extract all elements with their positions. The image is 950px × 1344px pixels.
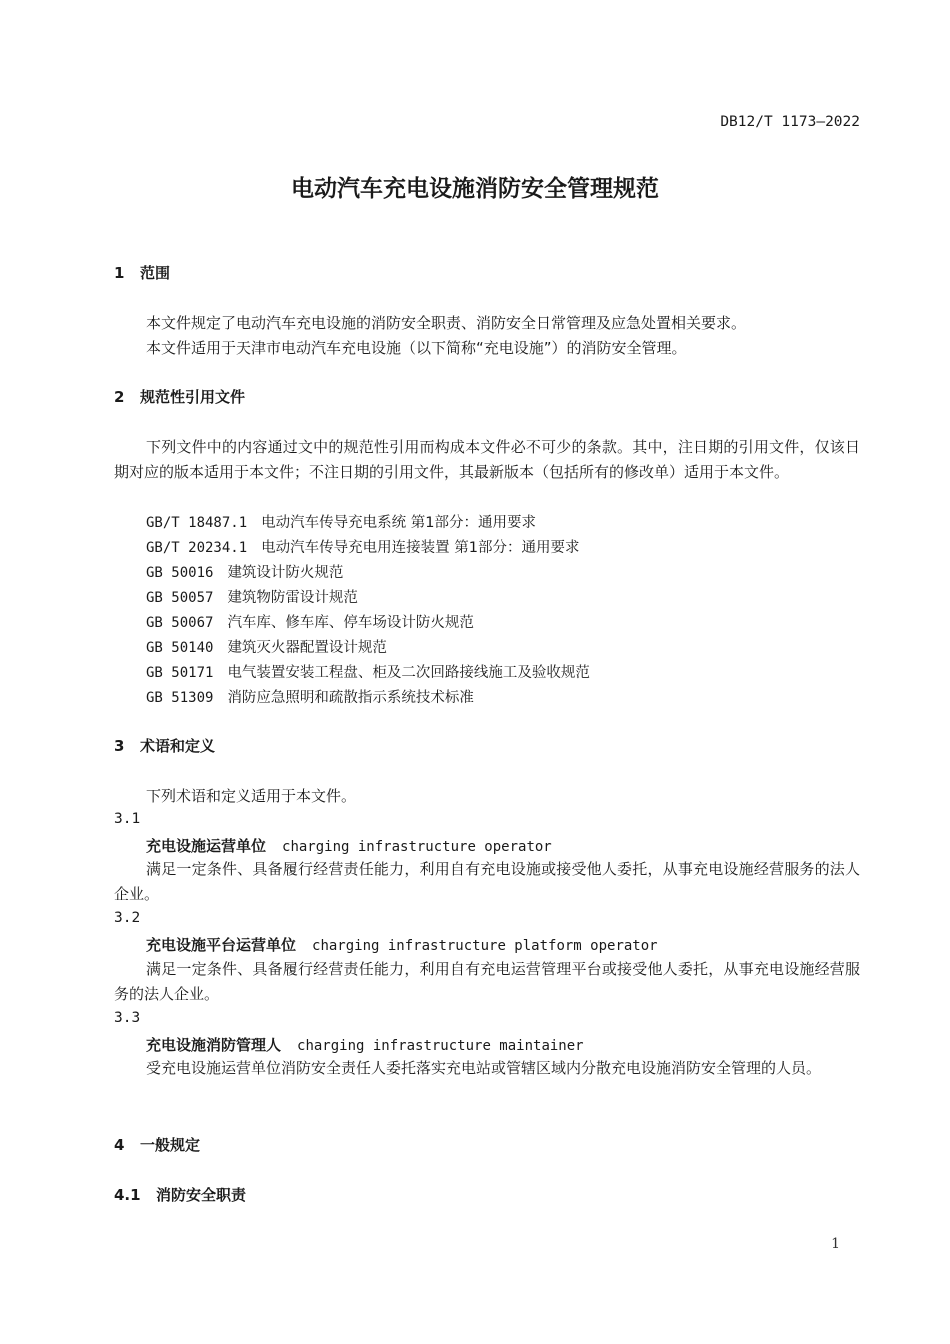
reference-item — [146, 611, 474, 632]
section-title: 术语和定义 — [140, 737, 216, 755]
term-name-en: charging infrastructure operator — [282, 839, 552, 855]
subsection-4-1-heading — [114, 1184, 246, 1205]
page-number: 1 — [831, 1236, 840, 1252]
reference-code: GB/T 18487.1 — [146, 515, 248, 531]
reference-code: GB 51309 — [146, 690, 214, 706]
section-number: 4 — [114, 1136, 125, 1154]
reference-item — [146, 636, 387, 657]
term-name — [146, 934, 658, 955]
term-name-zh: 充电设施消防管理人 — [146, 1036, 282, 1054]
section-3-heading — [114, 735, 215, 756]
section-number: 2 — [114, 388, 125, 406]
reference-item — [146, 511, 536, 532]
reference-title: 汽车库、修车库、停车场设计防火规范 — [227, 615, 474, 631]
term-definition: 满足一定条件、具备履行经营责任能力，利用自有充电设施或接受他人委托，从事充电设施经营服务的法人企业。 — [114, 860, 860, 903]
paragraph: 下列术语和定义适用于本文件。 — [146, 787, 357, 805]
term-number: 3.2 — [114, 910, 141, 926]
reference-code: GB/T 20234.1 — [146, 540, 248, 556]
term-name — [146, 835, 552, 856]
subsection-number: 4.1 — [114, 1186, 141, 1204]
reference-item — [146, 536, 580, 557]
section-number: 1 — [114, 264, 125, 282]
reference-title: 电动汽车传导充电用连接装置 第1部分：通用要求 — [261, 540, 580, 556]
document-title: 电动汽车充电设施消防安全管理规范 — [291, 176, 659, 202]
reference-title: 消防应急照明和疏散指示系统技术标准 — [227, 690, 474, 706]
term-definition: 受充电设施运营单位消防安全责任人委托落实充电站或管辖区域内分散充电设施消防安全管理的人员。 — [146, 1059, 822, 1077]
term-name-en: charging infrastructure maintainer — [297, 1038, 584, 1054]
reference-title: 电气装置安装工程盘、柜及二次回路接线施工及验收规范 — [227, 665, 590, 681]
reference-title: 建筑物防雷设计规范 — [227, 590, 358, 606]
reference-item — [146, 561, 343, 582]
reference-item — [146, 686, 474, 707]
reference-title: 建筑设计防火规范 — [227, 565, 344, 581]
reference-item — [146, 661, 590, 682]
section-number: 3 — [114, 737, 125, 755]
term-number: 3.1 — [114, 811, 141, 827]
reference-code: GB 50067 — [146, 615, 214, 631]
reference-code: GB 50057 — [146, 590, 214, 606]
reference-code: GB 50016 — [146, 565, 214, 581]
section-1-heading — [114, 262, 170, 283]
reference-title: 建筑灭火器配置设计规范 — [227, 640, 387, 656]
term-definition: 满足一定条件、具备履行经营责任能力，利用自有充电运营管理平台或接受他人委托，从事充电设施经营服务的法人企业。 — [114, 960, 860, 1003]
term-number: 3.3 — [114, 1010, 141, 1026]
term-name-zh: 充电设施运营单位 — [146, 837, 267, 855]
term-name-en: charging infrastructure platform operator — [312, 938, 658, 954]
section-title: 规范性引用文件 — [140, 388, 246, 406]
paragraph: 下列文件中的内容通过文中的规范性引用而构成本文件必不可少的条款。其中，注日期的引用文件，仅该日期对应的版本适用于本文件；不注日期的引用文件，其最新版本（包括所有的修改单）适用于本文件。 — [114, 438, 860, 481]
reference-code: GB 50140 — [146, 640, 214, 656]
paragraph: 本文件适用于天津市电动汽车充电设施（以下简称“充电设施”）的消防安全管理。 — [146, 339, 687, 357]
term-name — [146, 1034, 584, 1055]
section-title: 一般规定 — [140, 1136, 201, 1154]
reference-title: 电动汽车传导充电系统 第1部分：通用要求 — [261, 515, 536, 531]
subsection-title: 消防安全职责 — [156, 1186, 247, 1204]
reference-code: GB 50171 — [146, 665, 214, 681]
term-name-zh: 充电设施平台运营单位 — [146, 936, 297, 954]
reference-item — [146, 586, 358, 607]
standard-code: DB12/T 1173—2022 — [720, 114, 860, 130]
section-2-heading — [114, 386, 245, 407]
section-4-heading — [114, 1134, 200, 1155]
paragraph: 本文件规定了电动汽车充电设施的消防安全职责、消防安全日常管理及应急处置相关要求。 — [146, 314, 747, 332]
section-title: 范围 — [140, 264, 171, 282]
